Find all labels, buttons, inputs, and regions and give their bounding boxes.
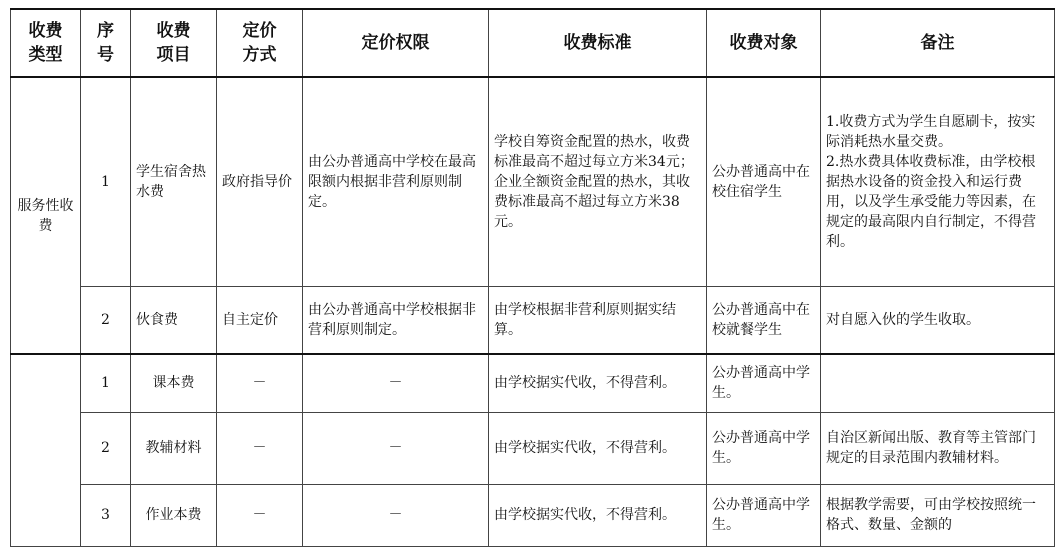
table-row <box>11 77 1055 286</box>
item-cell: 作业本费 <box>131 484 217 546</box>
table-row <box>11 286 1055 354</box>
target-cell: 公办普通高中在校住宿学生 <box>707 77 821 286</box>
standard-cell: 由学校据实代收，不得营利。 <box>489 484 707 546</box>
header-remark: 备注 <box>821 9 1055 77</box>
authority-cell: － <box>303 412 489 484</box>
seq-cell: 1 <box>81 77 131 286</box>
authority-cell: 由公办普通高中学校在最高限额内根据非营利原则制定。 <box>303 77 489 286</box>
header-fee-standard: 收费标准 <box>489 9 707 77</box>
header-fee-target: 收费对象 <box>707 9 821 77</box>
item-cell: 教辅材料 <box>131 412 217 484</box>
header-pricing-method: 定价 方式 <box>217 9 303 77</box>
standard-cell: 由学校根据非营利原则据实结算。 <box>489 286 707 354</box>
seq-cell: 2 <box>81 286 131 354</box>
item-cell: 学生宿舍热水费 <box>131 77 217 286</box>
header-row <box>11 9 1055 77</box>
header-pricing-authority: 定价权限 <box>303 9 489 77</box>
seq-cell: 3 <box>81 484 131 546</box>
target-cell: 公办普通高中学生。 <box>707 354 821 412</box>
authority-cell: － <box>303 484 489 546</box>
fee-table <box>10 8 1055 547</box>
remark-cell: 对自愿入伙的学生收取。 <box>821 286 1055 354</box>
table-row <box>11 484 1055 546</box>
table-row <box>11 412 1055 484</box>
seq-cell: 1 <box>81 354 131 412</box>
item-cell: 课本费 <box>131 354 217 412</box>
fee-type-cell: 服务性收费 <box>11 77 81 354</box>
seq-cell: 2 <box>81 412 131 484</box>
method-cell: － <box>217 412 303 484</box>
method-cell: 自主定价 <box>217 286 303 354</box>
target-cell: 公办普通高中学生。 <box>707 484 821 546</box>
header-fee-type: 收费 类型 <box>11 9 81 77</box>
standard-cell: 由学校据实代收，不得营利。 <box>489 354 707 412</box>
remark-cell <box>821 354 1055 412</box>
authority-cell: 由公办普通高中学校根据非营利原则制定。 <box>303 286 489 354</box>
target-cell: 公办普通高中在校就餐学生 <box>707 286 821 354</box>
table-row <box>11 354 1055 412</box>
fee-type-cell <box>11 354 81 546</box>
standard-cell: 由学校据实代收，不得营利。 <box>489 412 707 484</box>
item-cell: 伙食费 <box>131 286 217 354</box>
target-cell: 公办普通高中学生。 <box>707 412 821 484</box>
remark-cell: 自治区新闻出版、教育等主管部门规定的目录范围内教辅材料。 <box>821 412 1055 484</box>
header-item: 收费 项目 <box>131 9 217 77</box>
method-cell: 政府指导价 <box>217 77 303 286</box>
method-cell: － <box>217 484 303 546</box>
remark-cell: 根据教学需要，可由学校按照统一格式、数量、金额的 <box>821 484 1055 546</box>
authority-cell: － <box>303 354 489 412</box>
method-cell: － <box>217 354 303 412</box>
remark-cell: 1.收费方式为学生自愿刷卡，按实际消耗热水量交费。 2.热水费具体收费标准，由学校根据热水设备的资金投入和运行费用，以及学生承受能力等因素，在规定的最高限内自行制定，不得营利。 <box>821 77 1055 286</box>
standard-cell: 学校自筹资金配置的热水，收费标准最高不超过每立方米34元；企业全额资金配置的热水，其收费标准最高不超过每立方米38元。 <box>489 77 707 286</box>
header-seq: 序 号 <box>81 9 131 77</box>
